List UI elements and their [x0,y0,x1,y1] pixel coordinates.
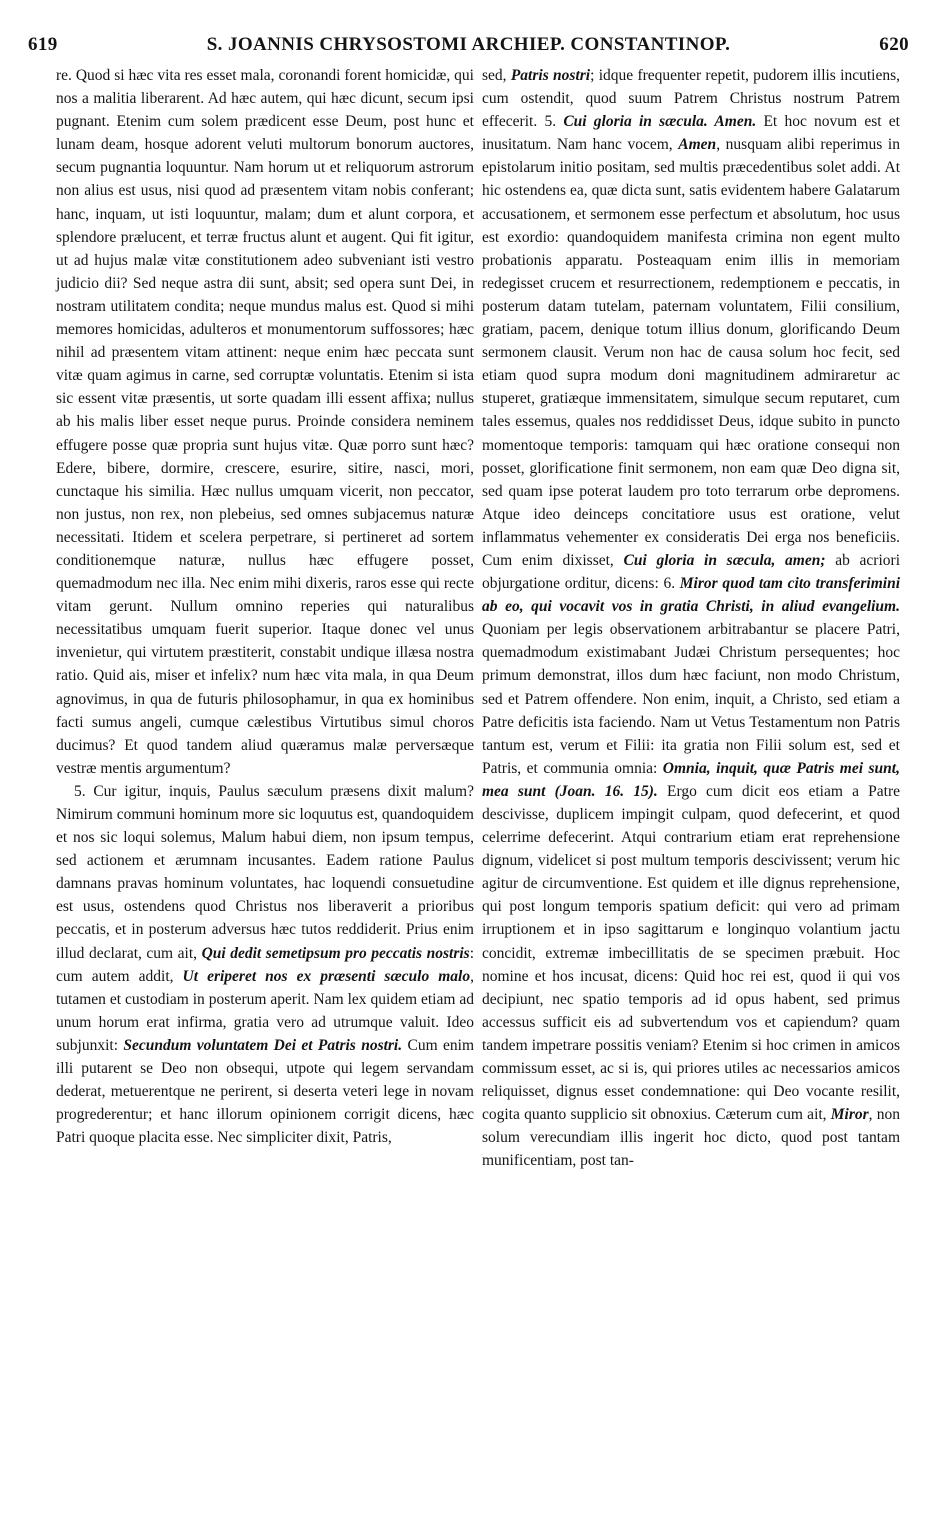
scripture-quote: Cui gloria in sæcula. Amen. [563,113,757,131]
text-segment: Quoniam per legis observationem arbitrabantur se placere Patri, quemadmodum existimabant Judæi Christum persequentes; hoc primum demonstrat, illos dum hæc faciunt, non modo Christum, sed et Patrem offendere. Non enim, inquit, a Christo, sed etiam a Patre deficitis ista faciendo. Nam ut Vetus Testamentum non Patris tantum est, verum et Filii: ita gratia non Filii solum est, sed et Patris, et communia omnia: [482,621,900,777]
paragraph [482,64,900,1173]
text-segment: ; idque frequenter repetit, pudorem illis incutiens, cum ostendit, quod suum Patrem Christus nostrum Patrem effecerit. 5. [482,67,900,131]
text-segment: , tutamen et custodiam in posterum aperit. Nam lex quidem etiam ad unum horum erat infirma, gratia vero ad utrumque valuit. Ideo subjunxit: [56,967,474,1054]
scripture-quote: Omnia, inquit, quæ Patris mei sunt, mea sunt (Joan. 16. 15). [482,759,900,800]
scripture-quote: Qui dedit semetipsum pro peccatis nostris [201,944,470,962]
text-segment: , nusquam alibi reperimus in epistolarum initio positam, sed multis præcedentibus solet addi. At hic ostendens ea, quæ dicta sunt, satis evidentem habere Galatarum accusationem, et sermonem esse perfectum et absolutum, hoc usus est exordio: quandoquidem manifesta crimina non egent multo probationis apparatu. Posteaquam enim illis in memoriam redegisset crucem et resurrectionem, redemptionem e peccatis, in posterum datam tutelam, paternam voluntatem, Filii consilium, gratiam, pacem, denique totum illius donum, glorificando Deum sermonem clausit. Verum non hac de causa solum hoc fecit, sed etiam quod supra modum doni magnitudinem admiraretur ac stuperet, gratiæque immensitatem, simulque secum reputaret, cum tales essemus, quales nos reddidisset Deus, idque subito in puncto momentoque temporis: tamquam qui hæc oratione consequi non posset, glorificatione finit sermonem, non eam quæ Deo digna sit, sed quam ipse poterat laudem pro toto terrarum orbe depromens. Atque ideo deinceps concitatiore usus est oratione, velut inflammatus vehementer ex consideratis Dei erga nos beneficiis. Cum enim dixisset, [482,136,900,569]
text-segment: sed, [482,67,511,84]
paragraph [56,780,474,1150]
text-segment: ab acriori objurgatione orditur, dicens: 6. [482,551,900,593]
text-segment: Et hoc novum est et inusitatum. Nam hanc vocem, [482,113,900,154]
running-header [28,34,909,60]
text-segment: : cum autem addit, [56,944,475,985]
text-segment: , non solum verecundiam illis ingerit hoc dicto, quod post tantam munificentiam, post tan- [482,1106,900,1170]
scripture-quote: Miror quod tam cito transferimini ab eo, qui vocavit vos in gratia Christi, in aliud evangelium. [482,575,900,616]
scripture-quote: Cui gloria in sæcula, amen; [623,551,826,569]
scripture-quote: Ut eriperet nos ex præsenti sæculo malo [182,967,471,985]
text-segment: Cum enim illi putarent se Deo non obsequi, utpote qui legem servandam dederat, metuerentque ne perirent, si deserta veteri lege in novam progrederentur; et hanc illorum opinionem corrigit dicens, hæc Patri quoque placita esse. Nec simpliciter dixit, Patris, [56,1036,474,1147]
text-segment: Ergo cum dicit eos etiam a Patre descivisse, duplicem impingit culpam, quod defecerint, et quod celerrime defecerint. Atqui contrarium etiam erat reprehensione dignum, videlicet si post multum temporis descivissent; verum hic agitur de circumventione. Est quidem et ille dignus reprehensione, qui post longum temporis spatium deficit: qui vero ad primam irruptionem et in ipso sagittarum e longinquo volantium jactu concidit, extremæ imbecillitatis de se specimen præbuit. Hoc nomine et hos incusat, dicens: Quid hoc rei est, quod ii qui vos decipiunt, nec spatio temporis ad id opus habent, sed primus accessus sufficit eis ad subvertendum vos et capiendum? quam tandem impetrare possitis veniam? Etenim si hoc crimen in amicos commissum esset, ac si is, qui priores utiles ac necessarios amicos reliquisset, dignus esset condemnatione: qui Deo vocante resilit, cogita quanto supplicio sit obnoxius. Cæterum cum ait, [482,782,900,1124]
left-page-number: 619 [28,34,58,55]
right-column [482,64,900,1173]
right-page-number: 620 [879,34,909,55]
scripture-quote: Amen [678,136,717,154]
paragraph [56,64,474,780]
scripture-quote: Secundum voluntatem Dei et Patris nostri. [123,1036,403,1054]
text-segment: re. Quod si hæc vita res esset mala, coronandi forent homicidæ, qui nos a malitia liberarent. Ad hæc autem, qui hæc dicunt, secum ipsi pugnant. Etenim cum solem prædicent esse Deum, post hunc et lunam deam, hosque adorent veluti multorum bonorum auctores, secum pugnantia loquuntur. Nam horum ut et reliquorum astrorum non alius est usus, nisi quod ad præsentem vitam nobis conferant; hanc, inquam, ut isti loquuntur, malam; dum et alunt corpora, et splendore prælucent, et terræ fructus alunt et augent. Qui fit igitur, ut ad hujus malæ vitæ constitutionem adeo subveniant isti vestro judicio dii? Sed neque astra dii sunt, absit; sed opera sunt Dei, in nostram utilitatem condita; neque mundus malus est. Quod si mihi memores homicidas, adulteros et monumentorum suffossores; hæc nihil ad præsentem vitam attinent: neque enim hæc peccata sunt vitæ quam agimus in carne, sed corruptæ voluntatis. Etenim si ista sic essent vitæ præsentis, ut sorte quadam illi essent affixa; nullus ab his malis liber esset neque purus. Proinde considera neminem effugere posse quæ propria sunt hujus vitæ. Quæ porro sunt hæc? Edere, bibere, dormire, crescere, esurire, sitire, nasci, mori, cunctaque his similia. Hæc nullus umquam vicerit, non peccator, non justus, non rex, non plebeius, sed omnes subjacemus naturæ necessitati. Itidem et scelera perpetrare, si pertineret ad sortem conditionemque naturæ, nullus hæc effugere posset, quemadmodum nec illa. Nec enim mihi dixeris, raros esse qui recte vitam gerunt. Nullum omnino reperies qui naturalibus necessitatibus umquam fuerit superior. Itaque donec vel unus invenietur, qui virtutem præstiterit, constabit undique illæsa nostra ratio. Quid ais, miser et infelix? num hæc vita mala, in qua Deum agnovimus, in qua de futuris philosophamur, in qua ex hominibus facti sumus angeli, cumque cælestibus Virtutibus simul choros ducimus? Et quod tandem aliud quæramus malæ perversæque vestræ mentis argumentum? [56,67,474,777]
running-title: S. JOANNIS CHRYSOSTOMI ARCHIEP. CONSTANTINOP. [206,34,731,55]
scripture-quote: Miror [830,1106,869,1124]
left-column [56,64,474,1149]
scripture-quote: Patris nostri [510,67,591,84]
text-segment: 5. Cur igitur, inquis, Paulus sæculum præsens dixit malum? Nimirum communi hominum more sic loquutus est, quandoquidem et nos sic loqui solemus, Malum habui diem, non ipsum tempus, sed actionem et ærumnam incusantes. Eadem ratione Paulus damnans pravas hominum voluntates, hac loquendi consuetudine est usus, ostendens quod Christus nos liberaverit a prioribus peccatis, et in posterum adversus hæc tutos reddiderit. Prius enim illud declarat, cum ait, [56,782,474,962]
